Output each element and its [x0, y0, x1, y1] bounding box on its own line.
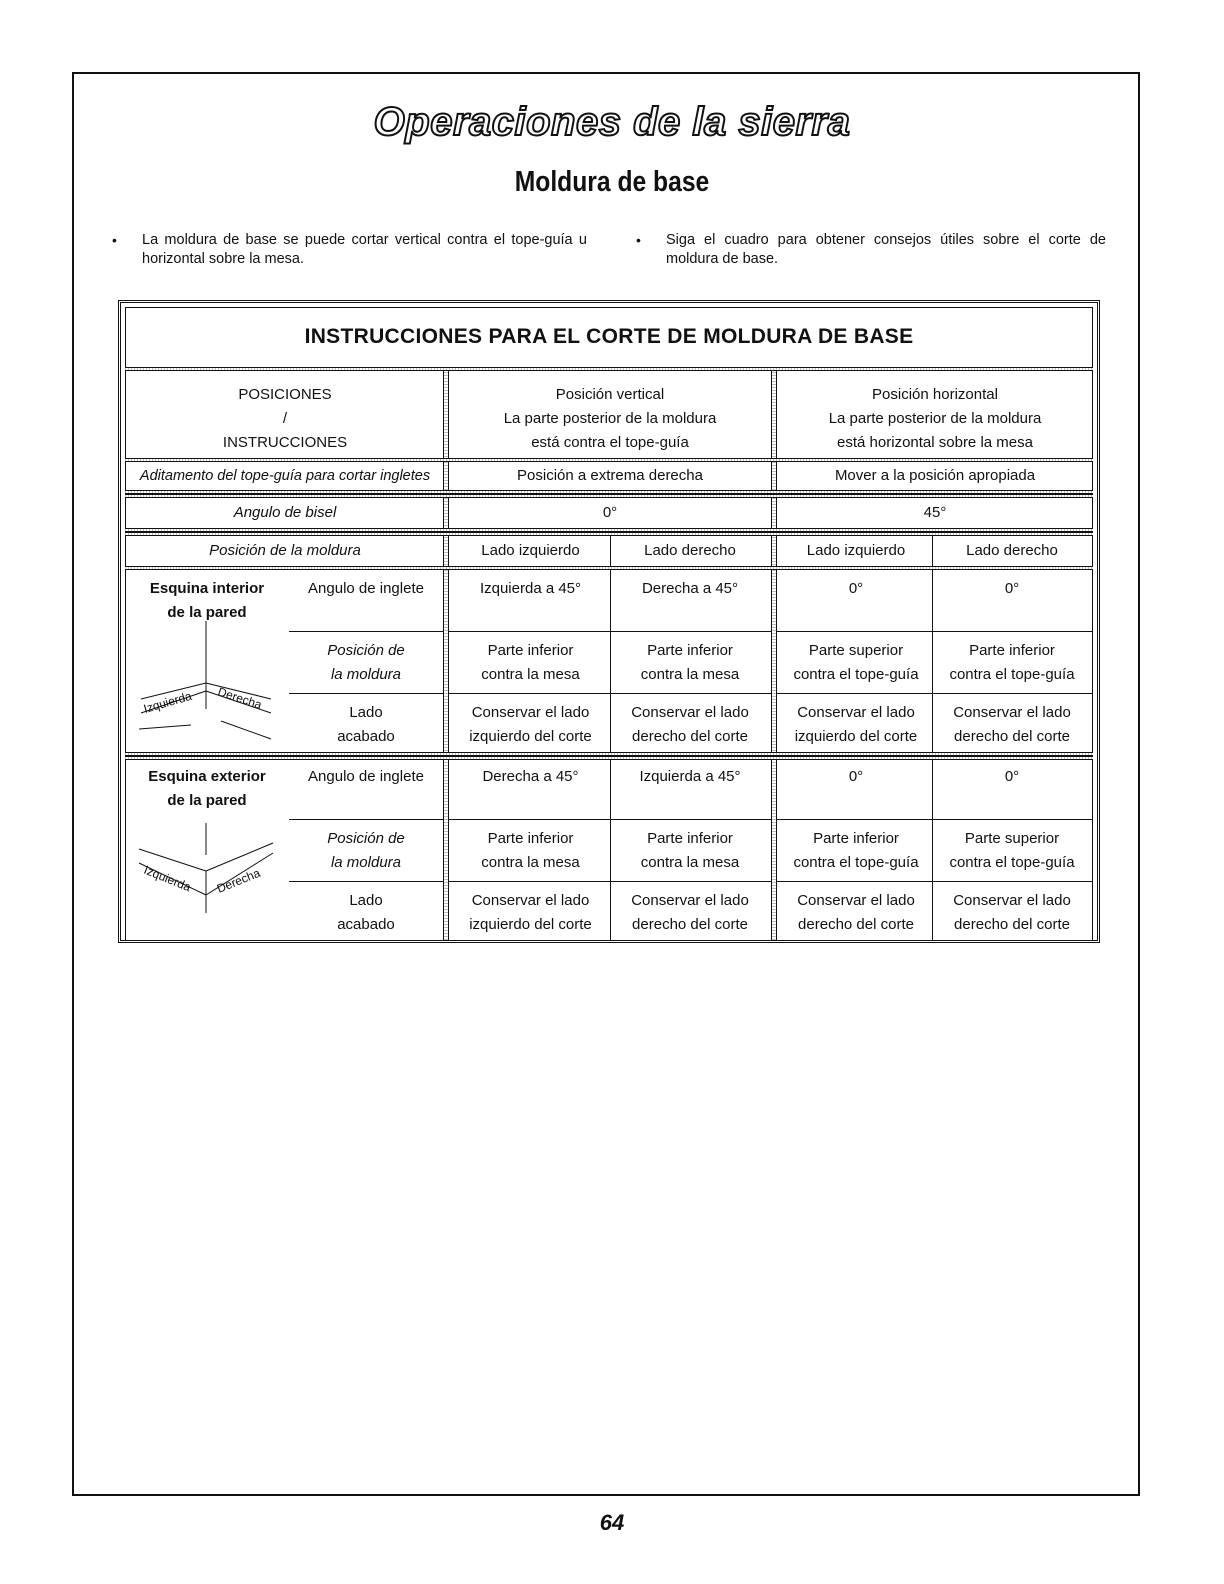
cell-line: derecho del corte: [954, 728, 1070, 745]
finished-side-label: [289, 701, 443, 749]
cell-line: Parte inferior: [813, 830, 899, 847]
cell-line: derecho del corte: [798, 916, 914, 933]
diagram-right-label: Derecha: [214, 865, 263, 896]
inside-corner-diagram: [131, 621, 291, 741]
diagram-left-label: Izquierda: [141, 688, 194, 716]
cell-line: contra la mesa: [481, 854, 580, 871]
bevel-label: Angulo de bisel: [233, 504, 337, 521]
inside-pos-h-left: [779, 639, 933, 687]
outside-pos-h-right: [933, 827, 1091, 875]
page-title: Operaciones de la sierra: [373, 100, 851, 144]
corner-name-line: de la pared: [167, 604, 247, 621]
finished-side-label: [289, 889, 443, 937]
inside-miter-h-left: 0°: [848, 580, 864, 597]
header-horizontal: [779, 383, 1091, 458]
mp-h-right: Lado derecho: [966, 542, 1058, 559]
inside-pos-h-right: [933, 639, 1091, 687]
inside-pos-v-left: [451, 639, 610, 687]
cell-line: derecho del corte: [632, 916, 748, 933]
inside-miter-v-left: Izquierda a 45°: [479, 580, 582, 597]
molding-position-label: Posición de la moldura: [209, 542, 361, 559]
header-line: está horizontal sobre la mesa: [837, 434, 1033, 451]
outside-side-v-left: [451, 889, 610, 937]
diagram-left-label: Izquierda: [141, 862, 193, 895]
inside-corner-name: [129, 577, 285, 625]
cell-line: Conservar el lado: [797, 892, 915, 909]
page-subtitle: Moldura de base: [514, 166, 710, 198]
outside-miter-h-right: 0°: [1004, 768, 1020, 785]
label-line: Lado: [349, 892, 383, 909]
outside-side-v-right: [611, 889, 769, 937]
mp-h-left: Lado izquierdo: [806, 542, 906, 559]
outside-pos-v-right: [611, 827, 769, 875]
bullet-icon: •: [112, 232, 117, 248]
attachment-label: Aditamento del tope-guía para cortar ingletes: [139, 468, 431, 484]
label-line: Lado: [349, 704, 383, 721]
cell-line: Conservar el lado: [953, 892, 1071, 909]
cell-line: Parte inferior: [487, 642, 574, 659]
header-line: está contra el tope-guía: [531, 434, 689, 451]
cell-line: contra el tope-guía: [793, 854, 919, 871]
molding-pos-label: [289, 827, 443, 875]
outside-side-h-left: [779, 889, 933, 937]
inside-side-h-right: [933, 701, 1091, 749]
outside-miter-v-right: Izquierda a 45°: [639, 768, 741, 785]
header-line: /: [282, 410, 288, 427]
label-line: la moldura: [330, 854, 402, 871]
cell-line: Conservar el lado: [953, 704, 1071, 721]
inside-side-v-left: [451, 701, 610, 749]
inside-miter-h-right: 0°: [1004, 580, 1020, 597]
attachment-vertical: Posición a extrema derecha: [517, 467, 703, 484]
cell-line: contra la mesa: [481, 666, 580, 683]
outside-pos-h-left: [779, 827, 933, 875]
inside-miter-v-right: Derecha a 45°: [641, 580, 739, 597]
cell-line: derecho del corte: [954, 916, 1070, 933]
outside-pos-v-left: [451, 827, 610, 875]
header-line: INSTRUCCIONES: [222, 434, 348, 451]
header-line: La parte posterior de la moldura: [503, 410, 717, 427]
header-line: Posición horizontal: [872, 386, 998, 403]
cell-line: Parte inferior: [647, 830, 733, 847]
header-line: POSICIONES: [238, 386, 332, 403]
cell-line: contra la mesa: [640, 666, 740, 683]
table-title: INSTRUCCIONES PARA EL CORTE DE MOLDURA DE BASE: [304, 325, 914, 348]
cell-line: Conservar el lado: [631, 704, 749, 721]
label-line: Posición de: [327, 830, 405, 847]
inside-pos-v-right: [611, 639, 769, 687]
cell-line: contra el tope-guía: [949, 666, 1075, 683]
cell-line: izquierdo del corte: [469, 728, 592, 745]
cell-line: Parte superior: [964, 830, 1060, 847]
cell-line: Conservar el lado: [471, 704, 590, 721]
cell-line: Conservar el lado: [797, 704, 915, 721]
corner-name-line: Esquina exterior: [148, 768, 266, 785]
header-positions: [129, 383, 441, 458]
cell-line: Parte inferior: [647, 642, 733, 659]
label-line: acabado: [337, 728, 395, 745]
page-number: 64: [599, 1510, 625, 1535]
cell-line: contra la mesa: [640, 854, 740, 871]
miter-label: Angulo de inglete: [308, 580, 424, 597]
cell-line: Conservar el lado: [631, 892, 749, 909]
header-line: La parte posterior de la moldura: [828, 410, 1042, 427]
bullet-text: La moldura de base se puede cortar vertical contra el tope-guía u horizontal sobre la mesa.: [142, 232, 587, 267]
inside-side-h-left: [779, 701, 933, 749]
cell-line: Parte superior: [808, 642, 904, 659]
bevel-horizontal: 45°: [923, 504, 947, 521]
cell-line: contra el tope-guía: [949, 854, 1075, 871]
bevel-vertical: 0°: [602, 504, 618, 521]
cell-line: Conservar el lado: [471, 892, 590, 909]
cell-line: izquierdo del corte: [469, 916, 592, 933]
bullet-text: Siga el cuadro para obtener consejos útiles sobre el corte de moldura de base.: [666, 232, 1106, 267]
mp-v-right: Lado derecho: [644, 542, 736, 559]
mp-v-left: Lado izquierdo: [481, 542, 580, 559]
miter-label: Angulo de inglete: [308, 768, 424, 785]
cell-line: derecho del corte: [632, 728, 748, 745]
outside-corner-name: [129, 765, 285, 813]
cell-line: Parte inferior: [487, 830, 574, 847]
outside-miter-h-left: 0°: [848, 768, 864, 785]
cutting-instructions-table: [118, 300, 1100, 943]
header-line: Posición vertical: [555, 386, 665, 403]
cell-line: Parte inferior: [969, 642, 1055, 659]
header-vertical: [451, 383, 769, 458]
attachment-horizontal: Mover a la posición apropiada: [834, 467, 1036, 484]
label-line: Posición de: [327, 642, 405, 659]
corner-name-line: Esquina interior: [149, 580, 265, 597]
cell-line: izquierdo del corte: [794, 728, 918, 745]
diagram-right-label: Derecha: [216, 684, 264, 712]
inside-side-v-right: [611, 701, 769, 749]
outside-side-h-right: [933, 889, 1091, 937]
corner-name-line: de la pared: [167, 792, 247, 809]
outside-corner-diagram: [131, 823, 291, 923]
label-line: acabado: [337, 916, 395, 933]
bullet-icon: •: [636, 232, 641, 248]
molding-pos-label: [289, 639, 443, 687]
label-line: la moldura: [330, 666, 402, 683]
cell-line: contra el tope-guía: [793, 666, 919, 683]
outside-miter-v-left: Derecha a 45°: [482, 768, 579, 785]
